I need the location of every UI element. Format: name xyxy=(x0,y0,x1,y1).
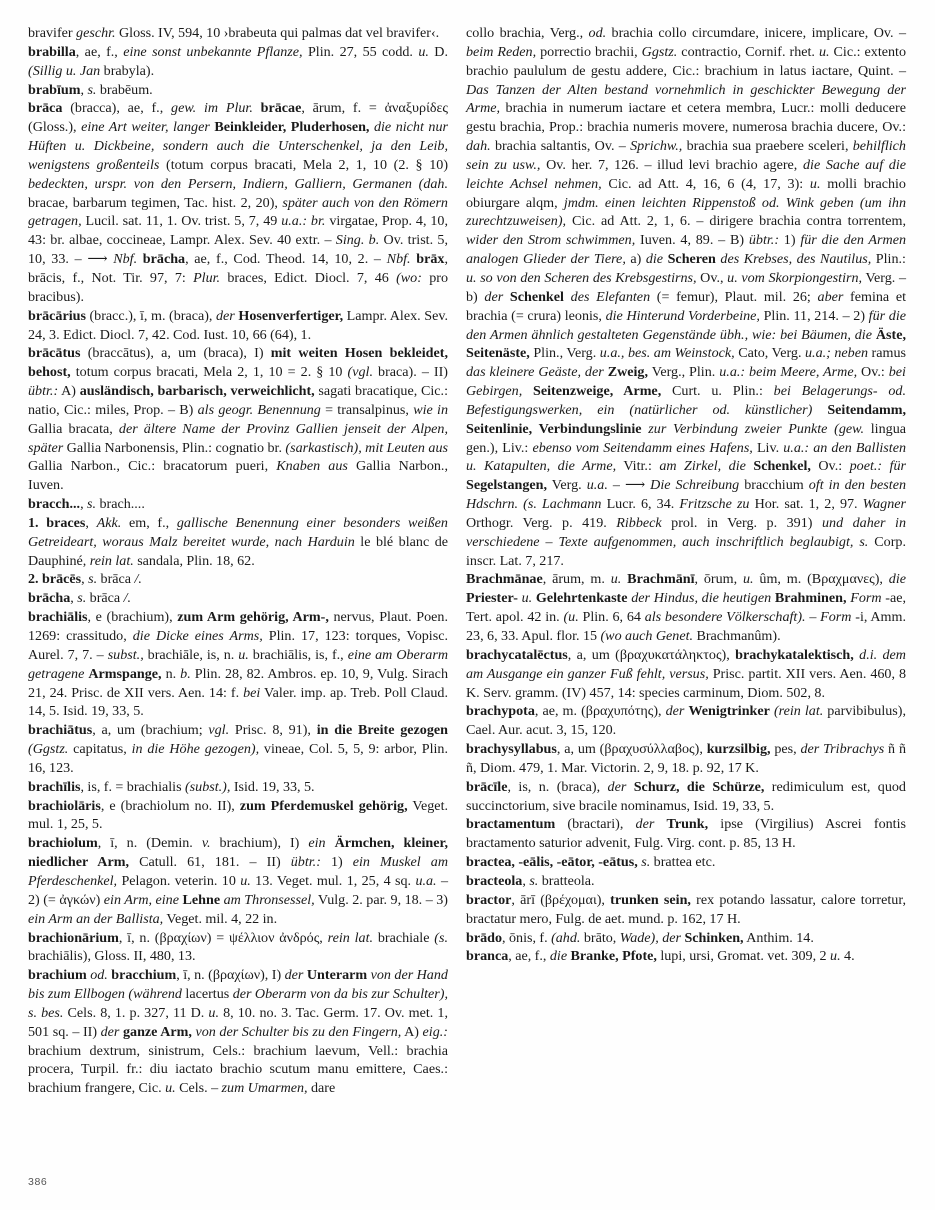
dictionary-entry: brācha, s. brāca /. xyxy=(28,590,132,607)
left-column xyxy=(28,24,448,1159)
dictionary-entry: brachycatalēctus, a, um (βραχυκατάληκτος), brachykatalektisch, d.i. dem am Ausgange ein ganzer Fuß fehlt, versus, Prisc. partit. XII vers. Aen. 460, 8 K. Serv. gramm. (IV) 457, 14: species carminum, Diom. 502, 8. xyxy=(466,646,906,701)
dictionary-entry: bracteola, s. bratteola. xyxy=(466,872,595,889)
dictionary-entry: brachīlis, is, f. = brachialis (subst.), Isid. 19, 33, 5. xyxy=(28,778,315,795)
dictionary-entry: brachysyllabus, a, um (βραχυσύλλαβος), kurzsilbig, pes, der Tribrachys ñ ñ ñ, Diom. 479, 1. Mar. Victorin. 2, 9, 18. p. 92, 17 K. xyxy=(466,741,906,776)
dictionary-entry: bravifer geschr. Gloss. IV, 594, 10 ›brabeuta qui palmas dat vel bravifer‹. xyxy=(28,25,440,41)
dictionary-entry: Brachmānae, ārum, m. u. Brachmānī, ōrum, u. ûm, m. (Βραχμανες), die Priester- u. Gelehrtenkaste der Hindus, die heutigen Brahminen, Form -ae, Tert. apol. 42 in. (u. Plin. 6, 64 als besondere Völkerschaft). – Form -i, Amm. 23, 6, 33. Apul. flor. 15 (wo auch Genet. Brachmanûm). xyxy=(466,571,907,644)
dictionary-entry: bractea, -eālis, -eātor, -eātus, s. brattea etc. xyxy=(466,854,716,871)
dictionary-entry: 2. brācēs, s. brāca /. xyxy=(28,571,142,588)
dictionary-entry: 1. braces, Akk. em, f., gallische Benennung einer besonders weißen Getreideart, woraus Malz bereitet wurde, nach Harduin le blé blanc de Dauphiné, rein lat. sandala, Plin. 18, 62. xyxy=(28,514,448,569)
dictionary-entry: brabīum, s. brabēum. xyxy=(28,81,153,98)
dictionary-entry: brācārius (bracc.), ī, m. (braca), der Hosenverfertiger, Lampr. Alex. Sev. 24, 3. Edict. Diocl. 7, 42. Cod. Iust. 10, 66 (64), 1. xyxy=(28,307,448,343)
dictionary-entry: bractamentum (bractari), der Trunk, ipse (Virgilius) Ascrei fontis bractamento saturior advenit, Fulg. Virg. cont. p. 85, 13 H. xyxy=(466,816,906,852)
dictionary-entry: brachiolum, ī, n. (Demin. v. brachium), I) ein Ärmchen, kleiner, niedlicher Arm, Catull. 61, 181. – II) übtr.: 1) ein Muskel am Pferdeschenkel, Pelagon. veterin. 10 u. 13. Veget. mul. 1, 25, 4 sq. u.a. – 2) (= ἀγκών) ein Arm, eine Lehne am Thronsessel, Vulg. 2. par. 9, 18. – 3) ein Arm an der Ballista, Veget. mil. 4, 22 in. xyxy=(28,835,448,927)
dictionary-entry: brabilla, ae, f., eine sonst unbekannte Pflanze, Plin. 27, 55 codd. u. D. (Sillig u. Jan brabyla). xyxy=(28,43,449,79)
dictionary-entry: brādo, ōnis, f. (ahd. brāto, Wade), der Schinken, Anthim. 14. xyxy=(466,929,814,946)
dictionary-entry: brācīle, is, n. (braca), der Schurz, die Schürze, redimiculum est, quod succinctorium, sive bracile nominamus, Isid. 19, 33, 5. xyxy=(466,778,906,814)
page-number: 386 xyxy=(28,1176,48,1188)
two-column-body xyxy=(28,24,908,1159)
dictionary-entry: collo brachia, Verg., od. brachia collo circumdare, inicere, implicare, Ov. – beim Reden, porrectio brachii, Ggstz. contractio, Cornif. rhet. u. Cic.: extento brachio paululum de gestu addere, Cic.: brachium in latus iactare, Quint. – Das Tanzen der Alten bestand vornehmlich in geschickter Bewegung der Arme, brachia in numerum iactare et cetera membra, Lucr.: molli deducere gestu brachia, Prop.: brachia numeris movere, numerosa brachia ducere, Ov.: dah. brachia saltantis, Ov. – Sprichw., brachia sua praebere sceleri, behilflich sein zu usw., Ov. her. 7, 126. – illud levi brachio agere, die Sache auf die leichte Achsel nehmen, Cic. ad Att. 4, 16, 6 (4, 17, 3): u. molli brachio obiurgare alqm, jmdm. einen leichten Rippenstoß od. Wink geben (um ihn zurechtzuweisen), Cic. ad Att. 2, 1, 6. – dirigere brachia contra torrentem, wider den Strom schwimmen, Iuven. 4, 89. – B) übtr.: 1) für die den Armen analogen Glieder der Tiere, a) die Scheren des Krebses, des Nautilus, Plin.: u. so von den Scheren des Krebsgestirns, Ov., u. vom Skorpiongestirn, Verg. – b) der Schenkel des Elefanten (= femur), Plaut. mil. 26; aber femina et brachia (= crura) leonis, die Hinterund Vorderbeine, Plin. 11, 214. – 2) für die den Armen ähnlich gestalteten Gegenstände übh., wie: bei Bäumen, die Äste, Seitenäste, Plin., Verg. u.a., bes. am Weinstock, Cato, Verg. u.a.; neben ramus das kleinere Geäste, der Zweig, Verg., Plin. u.a.: beim Meere, Arme, Ov.: bei Gebirgen, Seitenzweige, Arme, Curt. u. Plin.: bei Belagerungs- od. Befestigungswerken, ein (natürlicher od. künstlicher) Seitendamm, Seitenlinie, Verbindungslinie zur Verbindung zweier Punkte (gew. lingua gen.), Liv.: ebenso vom Seitendamm eines Hafens, Liv. u.a.: an den Ballisten u. Katapulten, die Arme, Vitr.: am Zirkel, die Schenkel, Ov.: poet.: für Segelstangen, Verg. u.a. – ⟶ Die Schreibung bracchium oft in den besten Hdschrn. (s. Lachmann Lucr. 6, 34. Fritzsche zu Hor. sat. 1, 2, 97. Wagner Orthogr. Verg. p. 419. Ribbeck prol. in Verg. p. 391) und daher in verschiedene – Texte aufgenommen, auch inschriftlich beglaubigt, s. Corp. inscr. Lat. 7, 217. xyxy=(466,25,907,569)
dictionary-entry: branca, ae, f., die Branke, Pfote, lupi, ursi, Gromat. vet. 309, 2 u. 4. xyxy=(466,948,855,965)
dictionary-entry: brachiolāris, e (brachiolum no. II), zum Pferdemuskel gehörig, Veget. mul. 1, 25, 5. xyxy=(28,797,449,833)
right-column xyxy=(466,24,906,1159)
dictionary-entry: brachiālis, e (brachium), zum Arm gehörig, Arm-, nervus, Plaut. Poen. 1269: crassitudo, die Dicke eines Arms, Plin. 17, 123: torques, Vopisc. Aurel. 7, 7. – subst., brachiāle, is, n. u. brachiālis, is, f., eine am Oberarm getragene Armspange, n. b. Plin. 28, 82. Ambros. ep. 10, 9, Vulg. Sirach 21, 24. Prisc. de XII vers. Aen. 14: f. bei Valer. imp. ap. Treb. Poll Claud. 14, 5. Isid. 19, 33, 5. xyxy=(28,609,449,720)
dictionary-entry: brāca (bracca), ae, f., gew. im Plur. brācae, ārum, f. = ἀναξυρίδες (Gloss.), eine Art weiter, langer Beinkleider, Pluderhosen, die nicht nur Hüften u. Dickbeine, sondern auch die Unterschenkel, ja den Leib, wenigstens großenteils (totum corpus bracati, Mela 2, 1, 10 (2. § 10) bedeckten, urspr. von den Persern, Indiern, Galliern, Germanen (dah. bracae, barbarum tegimen, Tac. hist. 2, 20), später auch von den Römern getragen, Lucil. sat. 11, 1. Ov. trist. 5, 7, 49 u.a.: br. virgatae, Prop. 4, 10, 43: br. albae, coccineae, Lampr. Alex. Sev. 40 extr. – Sing. b. Ov. trist. 5, 10, 33. – ⟶ Nbf. brācha, ae, f., Cod. Theod. 14, 10, 2. – Nbf. brāx, brācis, f., Not. Tir. 97, 7: Plur. braces, Edict. Diocl. 7, 46 (wo: pro bracibus). xyxy=(28,100,449,305)
dictionary-entry: bractor, ārī (βρέχομαι), trunken sein, rex potando lassatur, calore torretur, bractatur mero, Fulg. de aet. mund. p. 162, 17 H. xyxy=(466,891,906,927)
dictionary-entry: brachypota, ae, m. (βραχυπότης), der Wenigtrinker (rein lat. parvibibulus), Cael. Aur. acut. 3, 15, 120. xyxy=(466,703,906,739)
dictionary-entry: brachionārium, ī, n. (βραχίων) = ψέλλιον ἀνδρός, rein lat. brachiale (s. brachiālis), Gloss. II, 480, 13. xyxy=(28,929,448,965)
dictionary-entry: brachiātus, a, um (brachium; vgl. Prisc. 8, 91), in die Breite gezogen (Ggstz. capitatus, in die Höhe gezogen), vineae, Col. 5, 5, 9: arbor, Plin. 16, 123. xyxy=(28,722,448,776)
dictionary-entry: brācātus (braccātus), a, um (braca), I) mit weiten Hosen bekleidet, behost, totum corpus bracati, Mela 2, 1, 10 = 2. § 10 (vgl. braca). – II) übtr.: A) ausländisch, barbarisch, verweichlicht, sagati bracatique, Cic.: natio, Cic.: miles, Prop. – B) als geogr. Benennung = transalpinus, wie in Gallia bracata, der ältere Name der Provinz Gallien jenseit der Alpen, später Gallia Narbonensis, Plin.: cognatio br. (sarkastisch), mit Leuten aus Gallia Narbon., Cic.: bracatorum pueri, Knaben aus Gallia Narbon., Iuven. xyxy=(28,345,449,494)
dictionary-entry: bracch..., s. brach.... xyxy=(28,496,145,513)
dictionary-entry: brachium od. bracchium, ī, n. (βραχίων), I) der Unterarm von der Hand bis zum Ellbogen (während lacertus der Oberarm von da bis zur Schulter), s. bes. Cels. 8, 1. p. 327, 11 D. u. 8, 10. no. 3. Tac. Germ. 17. Ov. met. 1, 501 sq. – II) der ganze Arm, von der Schulter bis zu den Fingern, A) eig.: brachium dextrum, sinistrum, Cels.: brachium laevum, Vell.: brachia procera, Turpil. fr.: diu iactato brachio scutum manu emittere, Caes.: brachium frangere, Cic. u. Cels. – zum Umarmen, dare xyxy=(28,967,449,1097)
